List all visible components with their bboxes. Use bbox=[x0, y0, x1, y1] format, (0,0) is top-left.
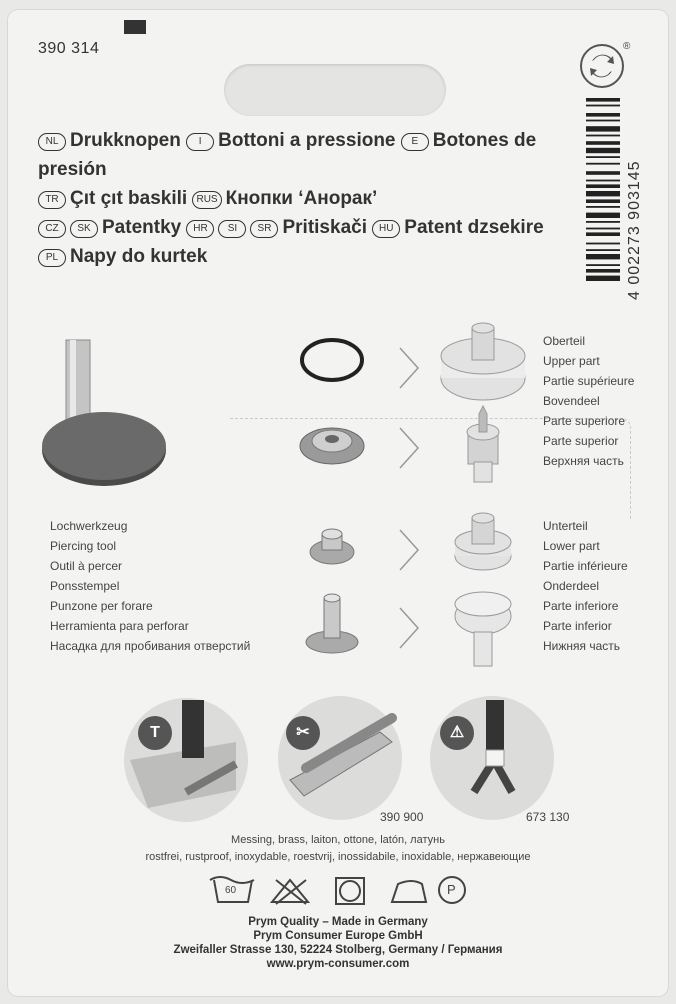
upper-part-it: Parte superiore bbox=[543, 414, 626, 428]
name-hr-si-sr: Pritiskači bbox=[282, 217, 367, 238]
piercing-tool-fr: Outil à percer bbox=[50, 559, 123, 573]
lang-badge-pl: PL bbox=[38, 249, 66, 267]
name-nl: Drukknopen bbox=[70, 130, 181, 151]
upper-part-de: Oberteil bbox=[543, 334, 586, 348]
material-line-1: Messing, brass, laiton, ottone, latón, латунь bbox=[231, 834, 445, 846]
snap-cap-part bbox=[300, 428, 364, 464]
lang-badge-tr: TR bbox=[38, 191, 66, 209]
lang-badge-sk: SK bbox=[70, 220, 98, 238]
setter-lower-stud bbox=[455, 513, 511, 570]
lower-part-labels bbox=[543, 516, 628, 656]
barcode-number: 4 002273 903145 bbox=[626, 160, 643, 300]
wash-temp: 60 bbox=[225, 885, 237, 896]
instruction-hammer bbox=[124, 698, 248, 822]
name-cz-sk: Patentky bbox=[102, 217, 182, 238]
lang-badge-hr: HR bbox=[186, 220, 214, 238]
pliers-article-code: 390 900 bbox=[380, 810, 424, 824]
hammer-icon: T bbox=[138, 716, 172, 750]
footer-website: www.prym-consumer.com bbox=[266, 958, 410, 970]
registered-mark: ® bbox=[623, 41, 631, 52]
piercing-tool-labels bbox=[50, 516, 250, 656]
warning-icon: ⚠ bbox=[440, 716, 474, 750]
lang-badge-e: E bbox=[401, 133, 429, 151]
name-pl: Napy do kurtek bbox=[70, 246, 208, 267]
lower-part-it: Parte inferiore bbox=[543, 599, 619, 613]
article-number: 390 314 bbox=[38, 40, 100, 57]
piercing-tool-it: Punzone per forare bbox=[50, 599, 153, 613]
lang-badge-sr: SR bbox=[250, 220, 278, 238]
piercing-tool-nl: Ponsstempel bbox=[50, 579, 120, 593]
footer-company: Prym Consumer Europe GmbH bbox=[253, 930, 423, 942]
setter-upper-cap bbox=[467, 406, 499, 482]
lang-badge-i: I bbox=[186, 133, 214, 151]
upper-part-nl: Bovendeel bbox=[543, 394, 600, 408]
lower-part-fr: Partie inférieure bbox=[543, 559, 628, 573]
pliers-icon: ✂ bbox=[286, 716, 320, 750]
professional-cleaning-letter: P bbox=[447, 882, 456, 897]
lower-part-de: Unterteil bbox=[543, 519, 588, 533]
name-e: Botones de presión bbox=[38, 130, 537, 180]
name-hu: Patent dzsekire bbox=[404, 217, 544, 238]
lower-part-en: Lower part bbox=[543, 539, 600, 553]
name-rus: Кнопки ‘Анорак’ bbox=[225, 188, 378, 209]
piercing-tool-illustration bbox=[42, 340, 166, 486]
lang-badge-nl: NL bbox=[38, 133, 66, 151]
lower-part-es: Parte inferior bbox=[543, 619, 612, 633]
piercing-tool-es: Herramienta para perforar bbox=[50, 619, 189, 633]
lower-part-nl: Onderdeel bbox=[543, 579, 600, 593]
lang-badge-si: SI bbox=[218, 220, 246, 238]
material-line-2: rostfrei, rustproof, inoxydable, roestvrij, inossidabile, inoxidable, нержавеющие bbox=[145, 851, 531, 863]
instruction-pliers bbox=[278, 696, 402, 820]
upper-part-es: Parte superior bbox=[543, 434, 619, 448]
lang-badge-hu: HU bbox=[372, 220, 400, 238]
setter-lower-post bbox=[455, 592, 511, 666]
setter-upper-ring bbox=[441, 323, 525, 400]
upper-part-labels bbox=[543, 331, 634, 471]
name-tr: Çıt çıt baskili bbox=[70, 188, 188, 209]
piercing-tool-en: Piercing tool bbox=[50, 539, 117, 553]
lower-part-ru: Нижняя часть bbox=[543, 639, 621, 653]
upper-part-ru: Верхняя часть bbox=[543, 454, 624, 468]
lang-badge-rus: RUS bbox=[192, 191, 221, 209]
piercing-tool-ru: Насадка для пробивания отверстий bbox=[50, 639, 251, 653]
lang-badge-cz: CZ bbox=[38, 220, 66, 238]
base-article-code: 673 130 bbox=[526, 810, 570, 824]
post-part bbox=[306, 594, 358, 653]
upper-part-fr: Partie supérieure bbox=[543, 374, 635, 388]
name-i: Bottoni a pressione bbox=[218, 130, 396, 151]
care-symbols bbox=[210, 877, 465, 904]
ring-part bbox=[302, 340, 362, 380]
footer-address: Zweifaller Strasse 130, 52224 Stolberg, Germany / Германия bbox=[173, 944, 503, 956]
instruction-setting-base bbox=[430, 696, 554, 820]
stud-part bbox=[310, 529, 354, 564]
upper-part-en: Upper part bbox=[543, 354, 600, 368]
footer-quality: Prym Quality – Made in Germany bbox=[248, 916, 428, 928]
piercing-tool-de: Lochwerkzeug bbox=[50, 519, 128, 533]
